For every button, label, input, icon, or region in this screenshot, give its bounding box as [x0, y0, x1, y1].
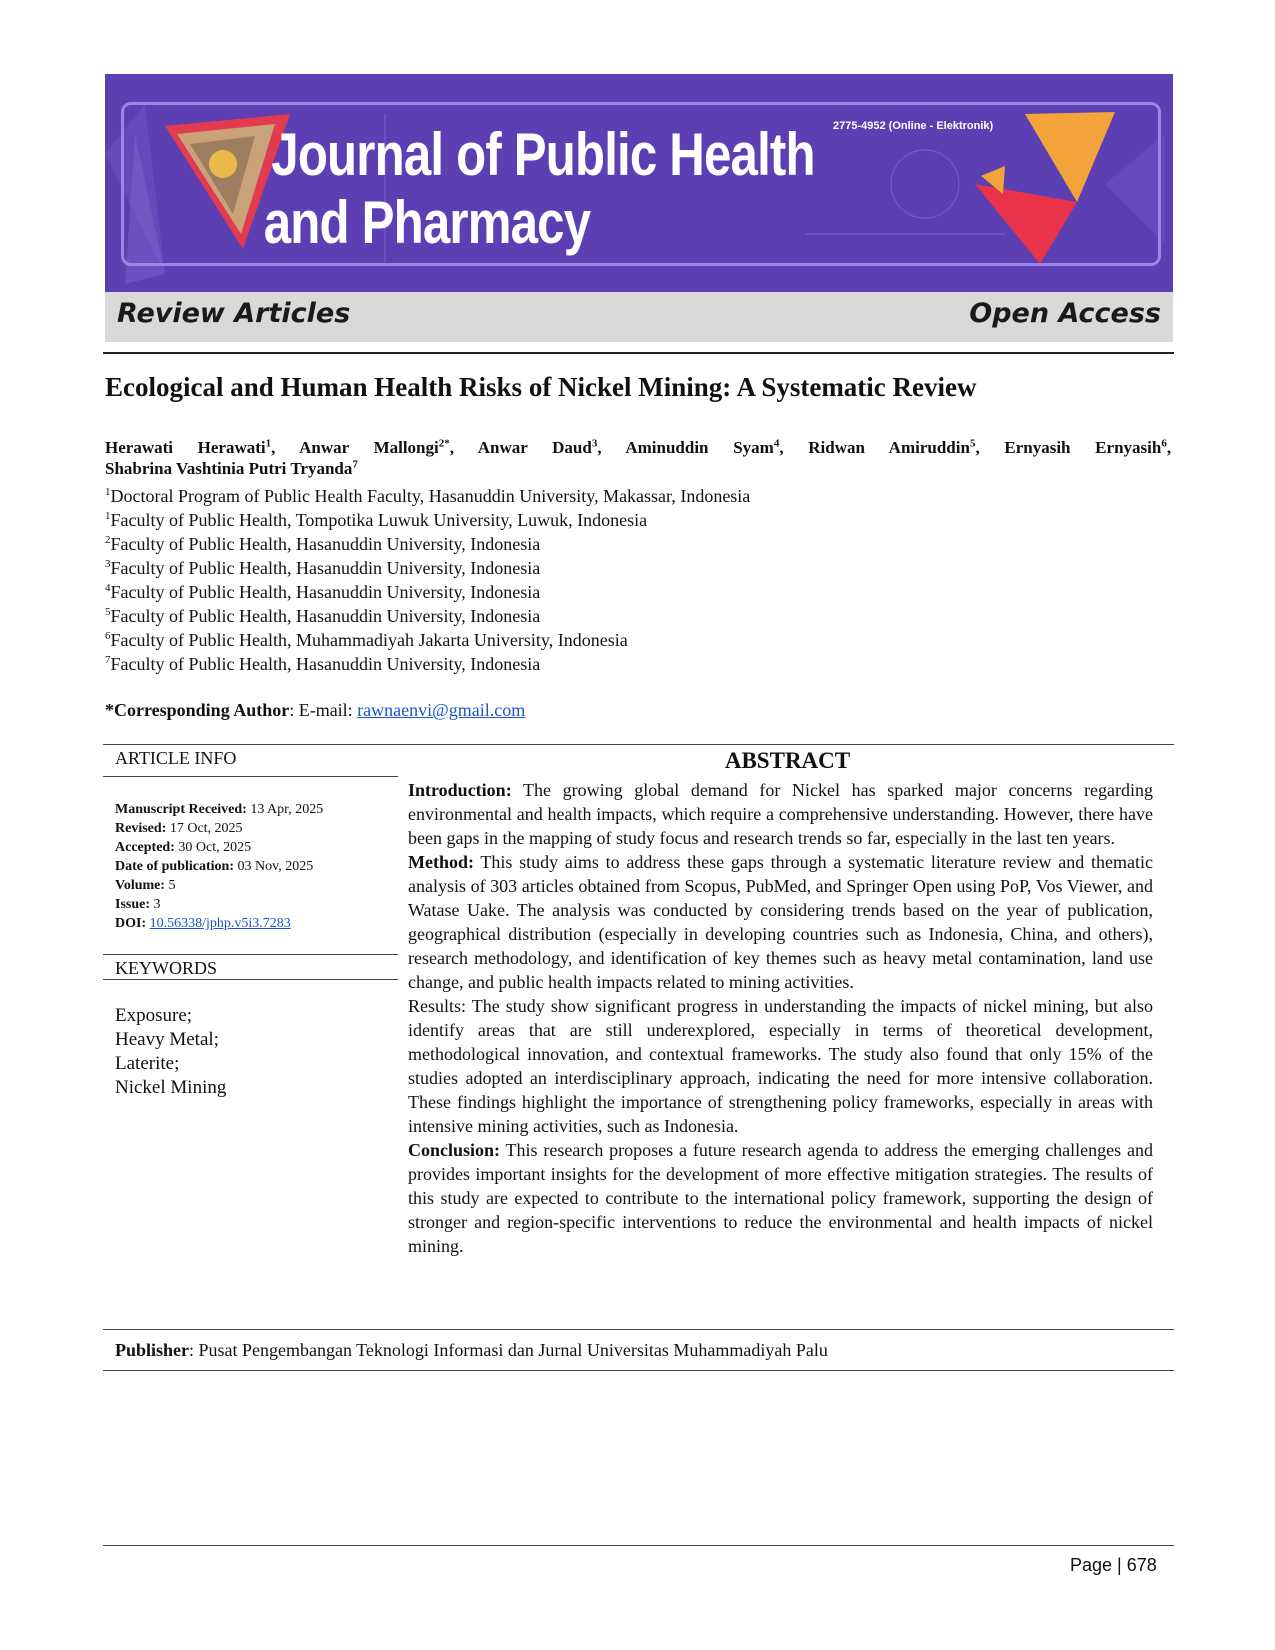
affiliation: $^6$Faculty of Public Health, Muhammadiyah Jakarta University, Indonesia: [105, 630, 628, 650]
keywords-head-rule: [103, 979, 398, 980]
author: Herawati Herawati: [105, 438, 266, 457]
affiliation: $^3$Faculty of Public Health, Hasanuddin University, Indonesia: [105, 558, 541, 578]
affiliation: $^4$Faculty of Public Health, Hasanuddin University, Indonesia: [105, 582, 541, 602]
abstract-method: Method: This study aims to address these gaps through a systematic literature review and thematic analysis of 303 articles obtained from Scopus, PubMed, and Springer Open using PoP, Vos Viewer, and Watase Uake. The analysis was conducted by considering trends based on the year of publication, geographical distribution (especially in developing countries such as Indonesia, China, and others), research methodology, and identification of key themes such as heavy metal contamination, land use change, and public health impacts related to mining activities.: [408, 852, 1153, 992]
table-top-rule: [103, 744, 1174, 745]
keyword: Heavy Metal;: [115, 1029, 219, 1050]
meta-accepted: Accepted: 30 Oct, 2025: [115, 840, 252, 855]
author: Anwar Mallongi: [299, 438, 439, 457]
keywords-top-rule: [103, 954, 398, 955]
page-number: Page | 678: [1070, 1555, 1157, 1575]
info-head-rule: [103, 776, 398, 777]
email-link[interactable]: rawnaenvi@gmail.com: [357, 700, 526, 720]
header-divider: [103, 352, 1174, 354]
affiliation: $^1$Doctoral Program of Public Health Faculty, Hasanuddin University, Makassar, Indonesia: [105, 486, 751, 506]
author-list: Herawati Herawati$^1$, Anwar Mallongi$^{2*}$, Anwar Daud$^3$, Aminuddin Syam$^4$, Ridwan Amiruddin$^5$, Ernyasih Ernyasih$^6$,: [105, 437, 1172, 457]
affiliation: $^1$Faculty of Public Health, Tompotika Luwuk University, Luwuk, Indonesia: [105, 510, 648, 530]
meta-revised: Revised: 17 Oct, 2025: [115, 821, 243, 836]
abstract-results: Results: The study show significant progress in understanding the impacts of nickel mining, but also identify areas that are still underexplored, especially in terms of theoretical development, methodological innovation, and contextual frameworks. The study also found that only 15% of the studies adopted an interdisciplinary approach, indicating the need for more intensive collaboration. These findings highlight the importance of strengthening policy frameworks, especially in areas with intensive mining activities, such as Indonesia.: [408, 996, 1153, 1136]
abstract-body: [408, 778, 1153, 1258]
meta-published: Date of publication: 03 Nov, 2025: [115, 859, 314, 874]
meta-received: Manuscript Received: 13 Apr, 2025: [115, 802, 324, 817]
journal-banner: [105, 74, 1173, 292]
article-info-heading: ARTICLE INFO: [115, 748, 237, 768]
keywords-heading: KEYWORDS: [115, 958, 217, 978]
meta-issue: Issue: 3: [115, 897, 161, 912]
publisher-line: Publisher: Pusat Pengembangan Teknologi Informasi dan Jurnal Universitas Muhammadiyah Palu: [115, 1340, 828, 1360]
affiliation: $^7$Faculty of Public Health, Hasanuddin University, Indonesia: [105, 654, 541, 674]
table-mid-rule: [103, 1329, 1174, 1330]
meta-volume: Volume: 5: [115, 878, 176, 893]
corresponding-author: *Corresponding Author: E-mail: rawnaenvi@gmail.com: [105, 700, 526, 720]
header-bar: [105, 292, 1173, 342]
author: Anwar Daud: [477, 438, 592, 457]
keyword: Laterite;: [115, 1053, 180, 1074]
keyword: Nickel Mining: [115, 1077, 227, 1098]
journal-title-line2: and Pharmacy: [263, 189, 591, 256]
article-type-label: Review Articles: [117, 298, 351, 329]
paper-title: Ecological and Human Health Risks of Nickel Mining: A Systematic Review: [105, 372, 977, 402]
keyword: Exposure;: [115, 1005, 193, 1026]
publisher-label: Publisher: [115, 1340, 190, 1360]
author: Shabrina Vashtinia Putri Tryanda: [105, 459, 353, 478]
affiliation-list: [105, 484, 750, 676]
author: Ernyasih Ernyasih: [1004, 438, 1162, 457]
corresponding-label: *Corresponding Author: [105, 700, 290, 720]
author-list-line2: Shabrina Vashtinia Putri Tryanda$^7$: [105, 458, 358, 478]
abstract-introduction: Introduction: The growing global demand for Nickel has sparked major concerns regarding environmental and health impacts, which require a comprehensive understanding. However, there have been gaps in the mapping of study focus and research trends so far, especially in the last ten years.: [408, 780, 1153, 848]
author: Ridwan Amiruddin: [808, 438, 970, 457]
abstract-heading: ABSTRACT: [724, 748, 851, 773]
author: Aminuddin Syam: [625, 438, 774, 457]
affiliation: $^5$Faculty of Public Health, Hasanuddin University, Indonesia: [105, 606, 541, 626]
journal-title-line1: Journal of Public Health: [271, 121, 815, 188]
issn-label: 2775-4952 (Online - Elektronik): [833, 120, 994, 132]
abstract-conclusion: Conclusion: This research proposes a future research agenda to address the emerging challenges and provides important insights for the development of more effective mitigation strategies. The results of this study are expected to contribute to the international policy framework, supporting the design of stronger and region-specific interventions to reduce the environmental and health impacts of nickel mining.: [408, 1140, 1153, 1256]
article-metadata: [115, 800, 323, 933]
affiliation: $^2$Faculty of Public Health, Hasanuddin University, Indonesia: [105, 534, 541, 554]
keyword-list: [115, 1004, 226, 1100]
table-bottom-rule: [103, 1370, 1174, 1371]
doi-link[interactable]: 10.56338/jphp.v5i3.7283: [149, 916, 291, 931]
footer-divider: [103, 1545, 1174, 1546]
open-access-label: Open Access: [969, 298, 1161, 329]
meta-doi: DOI: 10.56338/jphp.v5i3.7283: [115, 916, 291, 931]
